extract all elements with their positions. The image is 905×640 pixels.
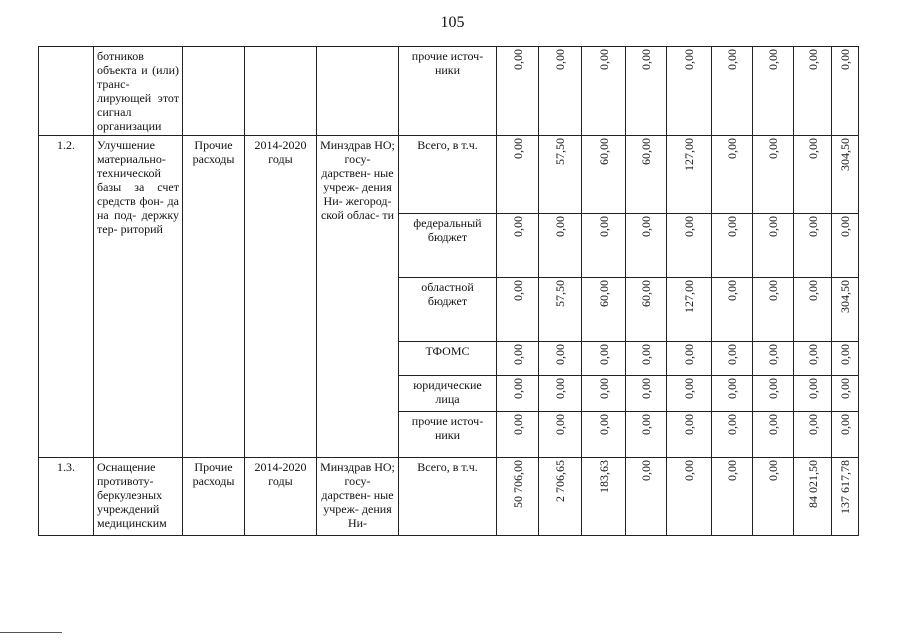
amount-cell — [667, 214, 712, 278]
amount-cell — [794, 342, 832, 376]
amount-cell — [753, 214, 794, 278]
amount-cell — [832, 214, 859, 278]
amount-value: 0,00 — [838, 378, 852, 399]
amount-value: 0,00 — [805, 414, 820, 435]
funding-source: областной бюджет — [399, 278, 497, 342]
amount-value: 0,00 — [510, 49, 525, 70]
amount-value: 0,00 — [639, 216, 653, 237]
amount-value: 0,00 — [725, 216, 739, 237]
funding-source: прочие источ- ники — [399, 412, 497, 458]
amount-cell — [497, 376, 539, 412]
amount-cell — [626, 376, 667, 412]
amount-value: 0,00 — [553, 414, 567, 435]
amount-value: 0,00 — [766, 460, 780, 481]
activity-name: Улучшение материально- технической базы за счет средств фон- да на под- держку тер- риторий — [94, 136, 183, 458]
amount-value: 0,00 — [639, 49, 653, 70]
amount-value: 0,00 — [805, 378, 820, 399]
amount-cell — [753, 458, 794, 536]
amount-cell — [667, 458, 712, 536]
period: 2014-2020 годы — [245, 136, 317, 458]
amount-value: 2 706,65 — [553, 460, 567, 502]
amount-value: 127,00 — [682, 138, 696, 171]
amount-cell — [753, 376, 794, 412]
amount-value: 0,00 — [682, 460, 696, 481]
amount-cell — [497, 214, 539, 278]
amount-cell — [794, 47, 832, 136]
amount-value: 60,00 — [596, 138, 611, 165]
amount-value: 0,00 — [838, 344, 852, 365]
amount-cell — [712, 278, 753, 342]
amount-value: 0,00 — [805, 344, 820, 365]
amount-cell — [667, 47, 712, 136]
funding-source: юридические лица — [399, 376, 497, 412]
amount-value: 0,00 — [682, 216, 696, 237]
amount-cell — [539, 342, 582, 376]
amount-cell — [497, 412, 539, 458]
amount-value: 0,00 — [553, 216, 567, 237]
amount-value: 127,00 — [682, 280, 696, 313]
page-number: 105 — [440, 14, 465, 31]
amount-cell — [794, 278, 832, 342]
amount-cell — [497, 342, 539, 376]
amount-cell — [753, 278, 794, 342]
amount-cell — [582, 412, 626, 458]
amount-value: 0,00 — [510, 138, 525, 159]
amount-cell — [753, 412, 794, 458]
amount-cell — [712, 214, 753, 278]
amount-value: 0,00 — [805, 49, 820, 70]
amount-value: 0,00 — [510, 216, 525, 237]
expense-type: Прочие расходы — [183, 458, 245, 536]
amount-cell — [667, 278, 712, 342]
amount-value: 0,00 — [805, 280, 820, 301]
amount-value: 0,00 — [510, 280, 525, 301]
amount-value: 0,00 — [639, 414, 653, 435]
amount-cell — [539, 136, 582, 214]
amount-cell — [582, 214, 626, 278]
amount-cell — [539, 458, 582, 536]
amount-cell — [497, 136, 539, 214]
amount-cell — [626, 136, 667, 214]
amount-value: 0,00 — [725, 280, 739, 301]
amount-value: 0,00 — [838, 49, 852, 70]
amount-cell — [667, 342, 712, 376]
amount-value: 0,00 — [766, 414, 780, 435]
amount-cell — [582, 278, 626, 342]
amount-value: 0,00 — [805, 216, 820, 237]
amount-value: 0,00 — [510, 344, 525, 365]
table-row — [39, 458, 859, 536]
funding-source: Всего, в т.ч. — [399, 136, 497, 214]
amount-value: 0,00 — [725, 414, 739, 435]
amount-value: 137 617,78 — [838, 460, 852, 514]
amount-value: 0,00 — [596, 414, 611, 435]
executor: Минздрав НО; госу- дарствен- ные учреж- дения Ни- — [317, 458, 399, 536]
amount-cell — [626, 47, 667, 136]
amount-value: 84 021,50 — [805, 460, 820, 508]
amount-cell — [832, 376, 859, 412]
row-number: 1.3. — [39, 458, 94, 536]
amount-value: 183,63 — [596, 460, 611, 493]
amount-value: 0,00 — [682, 414, 696, 435]
amount-cell — [539, 412, 582, 458]
table-row — [39, 136, 859, 214]
amount-value: 0,00 — [553, 378, 567, 399]
amount-cell — [832, 342, 859, 376]
amount-value: 60,00 — [639, 280, 653, 307]
amount-value: 0,00 — [766, 49, 780, 70]
amount-cell — [832, 412, 859, 458]
amount-value: 57,50 — [553, 138, 567, 165]
amount-value: 0,00 — [596, 49, 611, 70]
amount-cell — [539, 376, 582, 412]
expense-type: Прочие расходы — [183, 136, 245, 458]
amount-cell — [539, 278, 582, 342]
amount-value: 0,00 — [766, 138, 780, 159]
amount-cell — [832, 278, 859, 342]
amount-cell — [667, 412, 712, 458]
amount-cell — [582, 47, 626, 136]
amount-cell — [539, 214, 582, 278]
amount-cell — [626, 342, 667, 376]
amount-cell — [626, 412, 667, 458]
amount-cell — [539, 47, 582, 136]
executor — [317, 47, 399, 136]
amount-value: 0,00 — [510, 414, 525, 435]
amount-cell — [582, 376, 626, 412]
amount-value: 0,00 — [725, 344, 739, 365]
expense-type — [183, 47, 245, 136]
amount-value: 0,00 — [766, 378, 780, 399]
amount-cell — [497, 458, 539, 536]
amount-value: 0,00 — [682, 344, 696, 365]
amount-value: 60,00 — [596, 280, 611, 307]
funding-source: федеральный бюджет — [399, 214, 497, 278]
amount-cell — [712, 412, 753, 458]
amount-cell — [794, 136, 832, 214]
row-number: 1.2. — [39, 136, 94, 458]
amount-value: 0,00 — [639, 460, 653, 481]
row-number — [39, 47, 94, 136]
amount-cell — [753, 136, 794, 214]
table-body — [39, 47, 859, 536]
amount-cell — [794, 412, 832, 458]
amount-value: 0,00 — [682, 49, 696, 70]
amount-cell — [582, 136, 626, 214]
amount-value: 0,00 — [725, 49, 739, 70]
amount-value: 0,00 — [510, 378, 525, 399]
funding-source: Всего, в т.ч. — [399, 458, 497, 536]
amount-cell — [582, 342, 626, 376]
amount-cell — [753, 47, 794, 136]
amount-cell — [497, 47, 539, 136]
amount-value: 0,00 — [596, 344, 611, 365]
amount-value: 0,00 — [725, 460, 739, 481]
amount-cell — [626, 214, 667, 278]
funding-source: прочие источ- ники — [399, 47, 497, 136]
amount-cell — [712, 342, 753, 376]
amount-cell — [712, 47, 753, 136]
amount-cell — [626, 458, 667, 536]
amount-value: 304,50 — [838, 280, 852, 313]
amount-cell — [832, 136, 859, 214]
amount-value: 0,00 — [725, 378, 739, 399]
amount-value: 60,00 — [639, 138, 653, 165]
period — [245, 47, 317, 136]
amount-cell — [794, 214, 832, 278]
amount-cell — [794, 376, 832, 412]
amount-value: 0,00 — [838, 414, 852, 435]
amount-value: 0,00 — [766, 216, 780, 237]
table-row — [39, 47, 859, 136]
amount-cell — [582, 458, 626, 536]
amount-cell — [497, 278, 539, 342]
amount-cell — [712, 136, 753, 214]
program-table — [38, 46, 859, 536]
amount-value: 57,50 — [553, 280, 567, 307]
period: 2014-2020 годы — [245, 458, 317, 536]
amount-value: 0,00 — [639, 378, 653, 399]
amount-value: 0,00 — [725, 138, 739, 159]
amount-value: 0,00 — [639, 344, 653, 365]
amount-cell — [832, 458, 859, 536]
amount-cell — [712, 376, 753, 412]
amount-value: 0,00 — [766, 280, 780, 301]
amount-value: 0,00 — [682, 378, 696, 399]
amount-value: 0,00 — [596, 216, 611, 237]
amount-value: 0,00 — [596, 378, 611, 399]
amount-cell — [712, 458, 753, 536]
amount-cell — [667, 136, 712, 214]
amount-cell — [832, 47, 859, 136]
footer-rule — [0, 632, 62, 633]
executor: Минздрав НО; госу- дарствен- ные учреж- дения Ни- жегород- ской облас- ти — [317, 136, 399, 458]
amount-cell — [667, 376, 712, 412]
funding-source: ТФОМС — [399, 342, 497, 376]
activity-name: Оснащение противоту- беркулезных учреждений медицинским — [94, 458, 183, 536]
amount-cell — [794, 458, 832, 536]
amount-value: 50 706,00 — [510, 460, 525, 508]
amount-cell — [753, 342, 794, 376]
amount-cell — [626, 278, 667, 342]
amount-value: 0,00 — [553, 49, 567, 70]
amount-value: 0,00 — [766, 344, 780, 365]
amount-value: 0,00 — [553, 344, 567, 365]
amount-value: 0,00 — [805, 138, 820, 159]
activity-name: ботников объекта и (или) транс- лирующей этот сигнал организации — [94, 47, 183, 136]
amount-value: 304,50 — [838, 138, 852, 171]
amount-value: 0,00 — [838, 216, 852, 237]
